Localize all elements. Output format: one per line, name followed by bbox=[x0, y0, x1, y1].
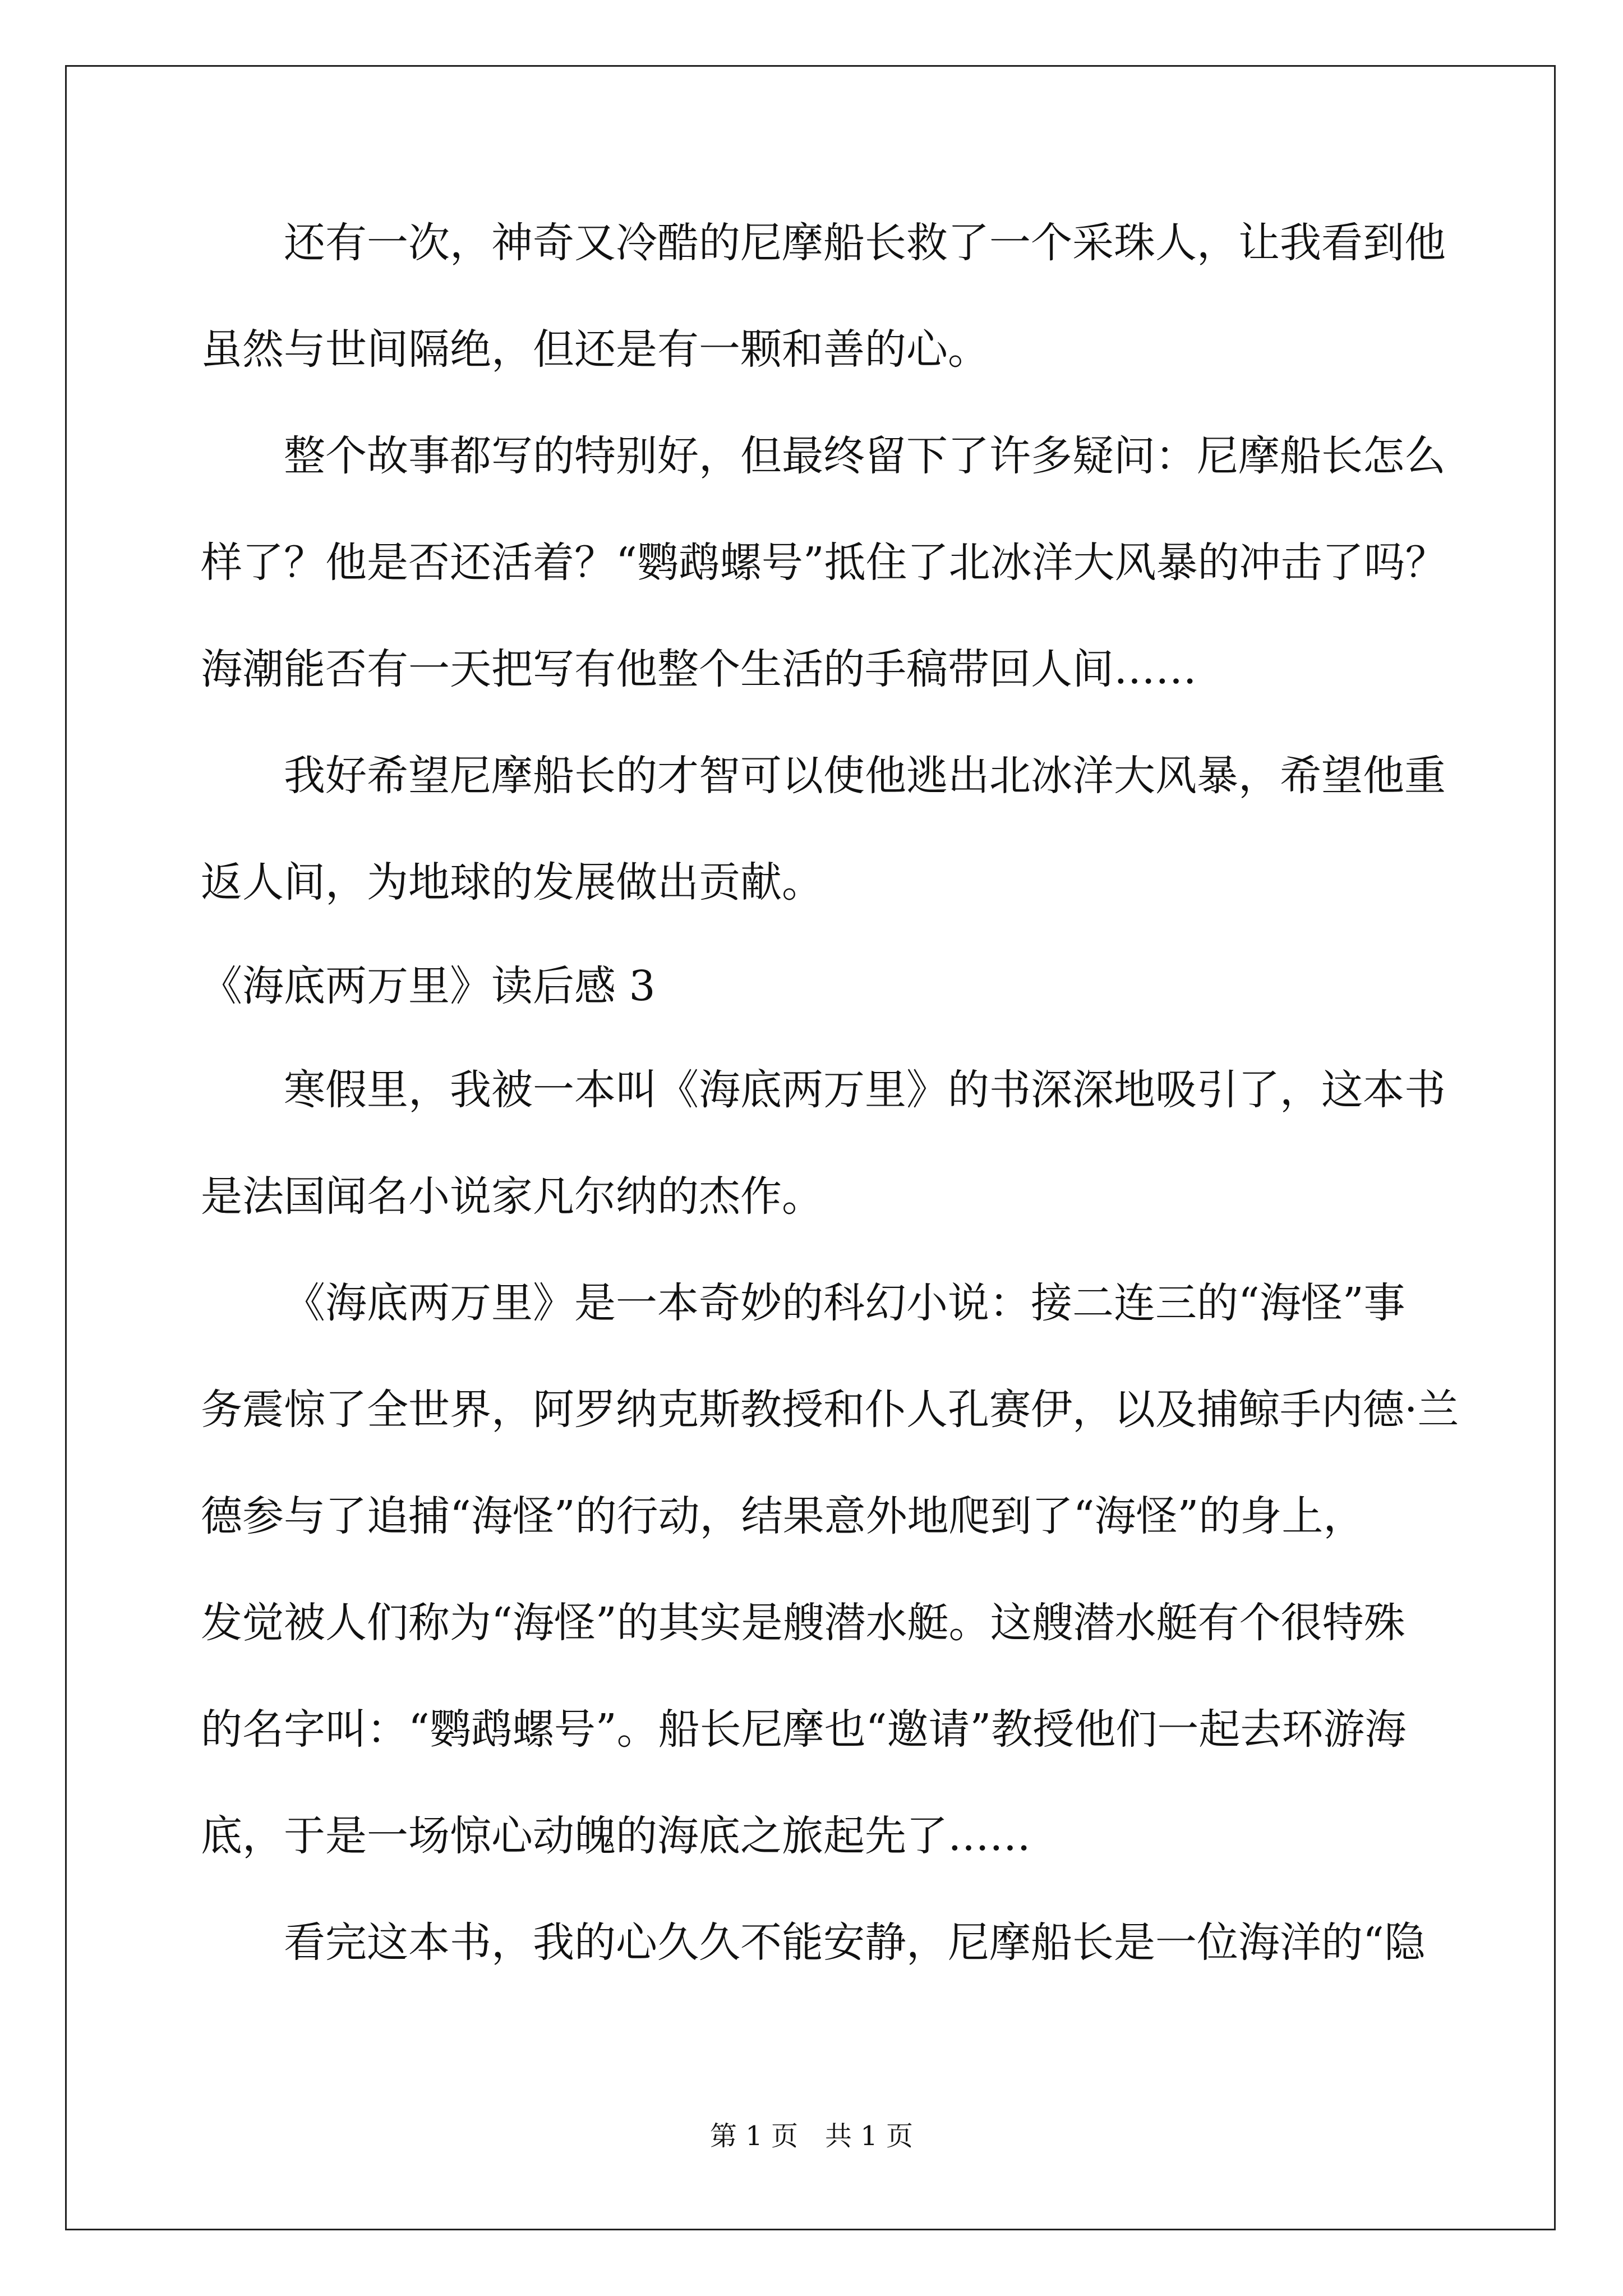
paragraph-line: 还有一次，神奇又冷酷的尼摩船长救了一个采珠人，让我看到他 bbox=[284, 219, 1446, 267]
page-total: 共 1 页 bbox=[825, 2120, 914, 2152]
page-border bbox=[65, 65, 1556, 2230]
paragraph-line: 底，于是一场惊心动魄的海底之旅起先了…… bbox=[201, 1812, 1031, 1860]
page-number: 第 1 页 bbox=[709, 2120, 798, 2152]
paragraph-line: 的名字叫：“鹦鹉螺号”。船长尼摩也“邀请”教授他们一起去环游海 bbox=[201, 1705, 1407, 1754]
paragraph-line: 务震惊了全世界，阿罗纳克斯教授和仆人孔赛伊，以及捕鲸手内德·兰 bbox=[201, 1386, 1459, 1434]
paragraph-line: 寒假里，我被一本叫《海底两万里》的书深深地吸引了，这本书 bbox=[284, 1066, 1446, 1114]
section-heading: 《海底两万里》读后感 3 bbox=[201, 962, 656, 1010]
paragraph-line: 德参与了追捕“海怪”的行动，结果意外地爬到了“海怪”的身上， bbox=[201, 1492, 1365, 1540]
paragraph-line: 整个故事都写的特别好，但最终留下了许多疑问：尼摩船长怎么 bbox=[284, 432, 1446, 480]
paragraph-line: 是法国闻名小说家凡尔纳的杰作。 bbox=[201, 1172, 823, 1221]
paragraph-line: 样了？他是否还活着？“鹦鹉螺号”抵住了北冰洋大风暴的冲击了吗？ bbox=[201, 539, 1447, 587]
paragraph-line: 返人间，为地球的发展做出贡献。 bbox=[201, 858, 823, 907]
paragraph-line: 发觉被人们称为“海怪”的其实是艘潜水艇。这艘潜水艇有个很特殊 bbox=[201, 1599, 1405, 1647]
paragraph-line: 我好希望尼摩船长的才智可以使他逃出北冰洋大风暴，希望他重 bbox=[284, 752, 1446, 800]
paragraph-line: 看完这本书，我的心久久不能安静，尼摩船长是一位海洋的“隐 bbox=[284, 1918, 1426, 1967]
paragraph-line: 海潮能否有一天把写有他整个生活的手稿带回人间…… bbox=[201, 645, 1197, 693]
paragraph-line: 《海底两万里》是一本奇妙的科幻小说：接二连三的“海怪”事 bbox=[284, 1279, 1405, 1327]
paragraph-line: 虽然与世间隔绝，但还是有一颗和善的心。 bbox=[201, 325, 989, 374]
page-footer bbox=[0, 2119, 1623, 2153]
